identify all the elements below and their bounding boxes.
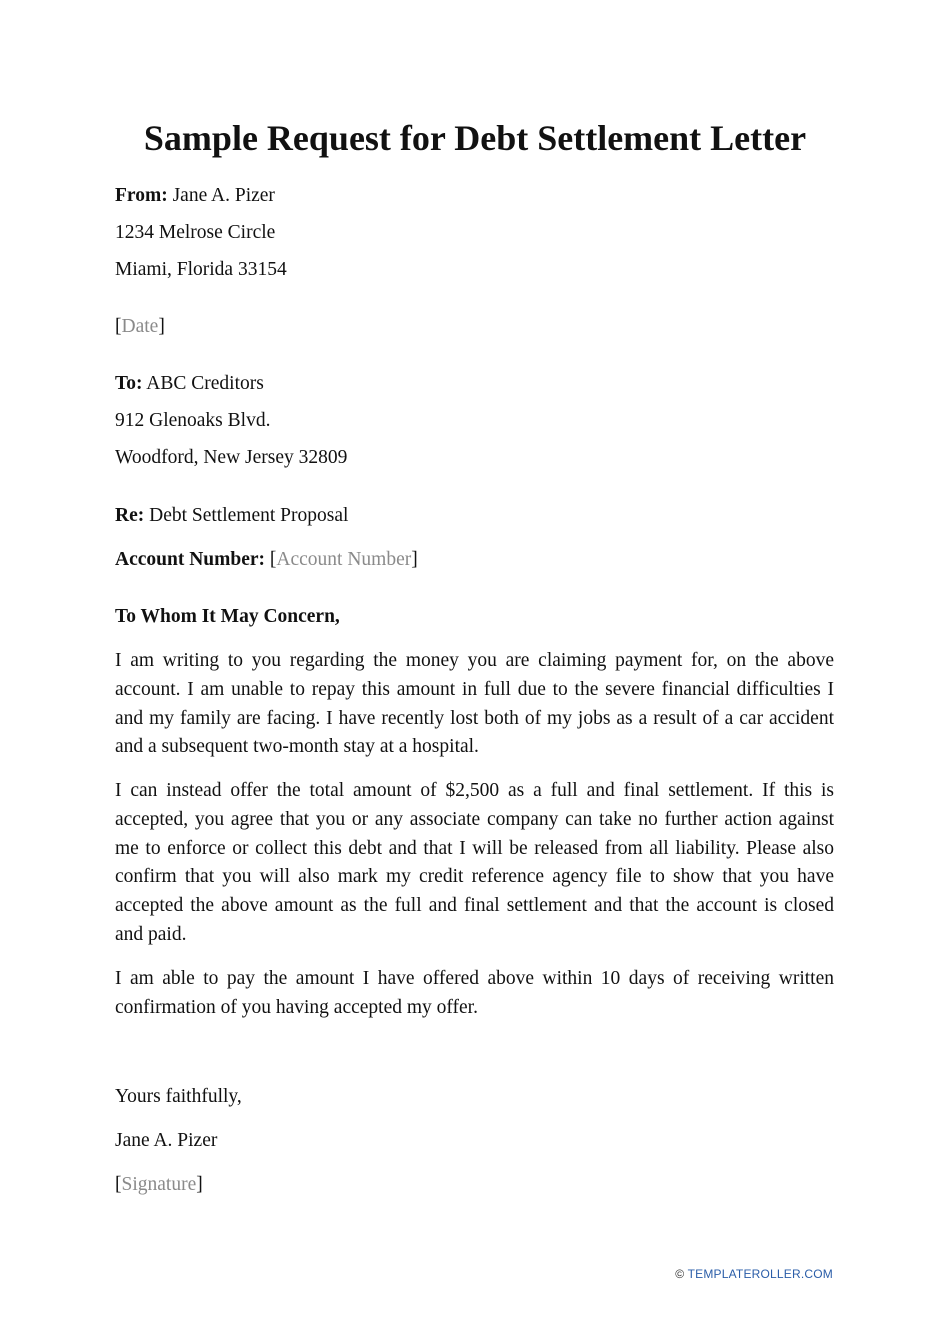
paragraph-1: I am writing to you regarding the money you are claiming payment for, on the above account. I am unable to repay this amount in full due to the severe financial difficulties I and my family are facing. I have recently lost both of my jobs as a result of a car accident and a subsequent two-month stay at a hospital. <box>115 650 834 758</box>
to-address-2: Woodford, New Jersey 32809 <box>115 447 348 468</box>
re-value: Debt Settlement Proposal <box>149 505 349 526</box>
to-name: ABC Creditors <box>146 373 264 394</box>
document-title: Sample Request for Debt Settlement Letter <box>143 118 807 158</box>
closing: Yours faithfully, <box>115 1086 242 1107</box>
signature-field: [Signature] <box>115 1174 203 1195</box>
account-number-line: Account Number: [Account Number] <box>115 549 418 570</box>
re-line <box>115 503 348 529</box>
from-line <box>115 183 275 209</box>
to-label: To: <box>115 373 143 394</box>
account-number-label: Account Number: <box>115 549 266 570</box>
signature-placeholder: Signature <box>121 1174 197 1195</box>
date-field: [Date] <box>115 316 165 337</box>
to-line <box>115 371 264 397</box>
paragraph-2: I can instead offer the total amount of $2,500 as a full and final settlement. If this is accepted, you agree that you or any associate company can take no further action against me to enforce or collect this debt and that I will be released from all liability. Please also confirm that you will also mark my credit reference agency file to show that you have accepted the above amount as the full and final settlement and that the account is closed and paid. <box>115 780 834 945</box>
salutation: To Whom It May Concern, <box>115 606 340 627</box>
date-placeholder: Date <box>121 316 159 337</box>
paragraph-3: I am able to pay the amount I have offered above within 10 days of receiving written confirmation of you having accepted my offer. <box>115 968 834 1018</box>
footer-credit <box>675 1266 833 1282</box>
signer-name: Jane A. Pizer <box>115 1130 218 1151</box>
from-address-1: 1234 Melrose Circle <box>115 222 276 243</box>
account-number-placeholder: Account Number <box>276 549 412 570</box>
from-address-2: Miami, Florida 33154 <box>115 259 287 280</box>
from-label: From: <box>115 185 168 206</box>
footer-brand-link[interactable]: TEMPLATEROLLER.COM <box>687 1267 833 1281</box>
from-name: Jane A. Pizer <box>172 185 275 206</box>
re-label: Re: <box>115 505 145 526</box>
to-address-1: 912 Glenoaks Blvd. <box>115 410 271 431</box>
copyright-symbol: © <box>675 1267 685 1281</box>
